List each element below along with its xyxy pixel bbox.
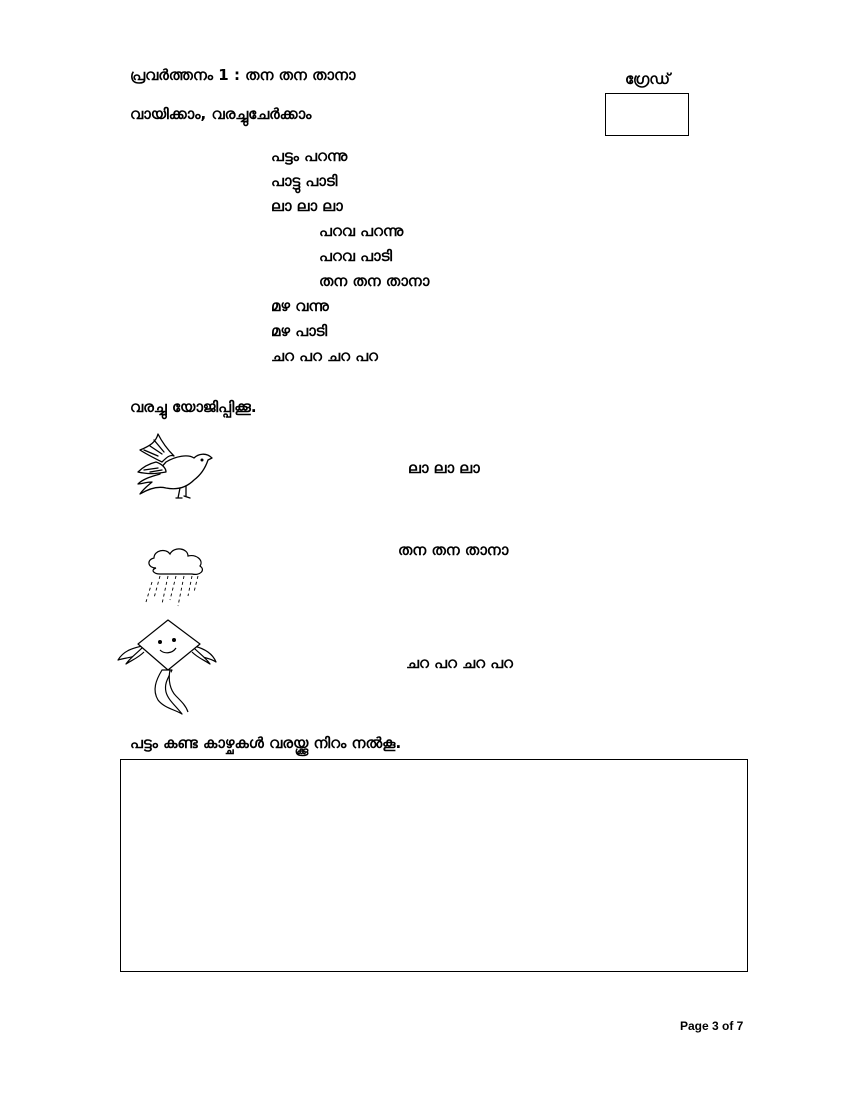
poem-line: മഴ വന്നു [271,297,329,315]
grade-label: ഗ്രേഡ് [625,70,670,88]
drawing-area[interactable] [120,759,748,972]
grade-box[interactable] [605,93,689,136]
poem-line: പട്ടം പറന്നു [271,147,348,165]
rain-cloud-icon[interactable] [126,542,210,616]
bird-icon[interactable] [136,432,216,504]
drawing-instruction: പട്ടം കണ്ട കാഴ്ചകൾ വരയ്ക്കൂ നിറം നൽകൂ. [130,734,402,752]
activity-title: പ്രവർത്തനം 1 : തന തന താനാ [130,66,356,84]
poem-line: പറവ പാടി [319,247,393,265]
poem-line: തന തന താനാ [319,272,430,290]
poem-line: ചറ പറ ചറ പറ [271,347,378,365]
poem-line: പാട്ടു പാടി [271,172,338,190]
match-phrase[interactable]: തന തന താനാ [398,541,509,559]
activity-subtitle: വായിക്കാം, വരച്ചുചേർക്കാം [130,105,312,123]
page-number: Page 3 of 7 [680,1019,744,1033]
match-phrase[interactable]: ചറ പറ ചറ പറ [406,654,513,672]
poem-line: പറവ പറന്നു [319,222,404,240]
matching-instruction: വരച്ചു യോജിപ്പിക്കൂ. [130,398,257,416]
poem-line: ലാ ലാ ലാ [271,197,343,215]
kite-icon[interactable] [116,618,220,716]
match-phrase[interactable]: ലാ ലാ ലാ [408,459,480,477]
poem-line: മഴ പാടി [271,322,328,340]
